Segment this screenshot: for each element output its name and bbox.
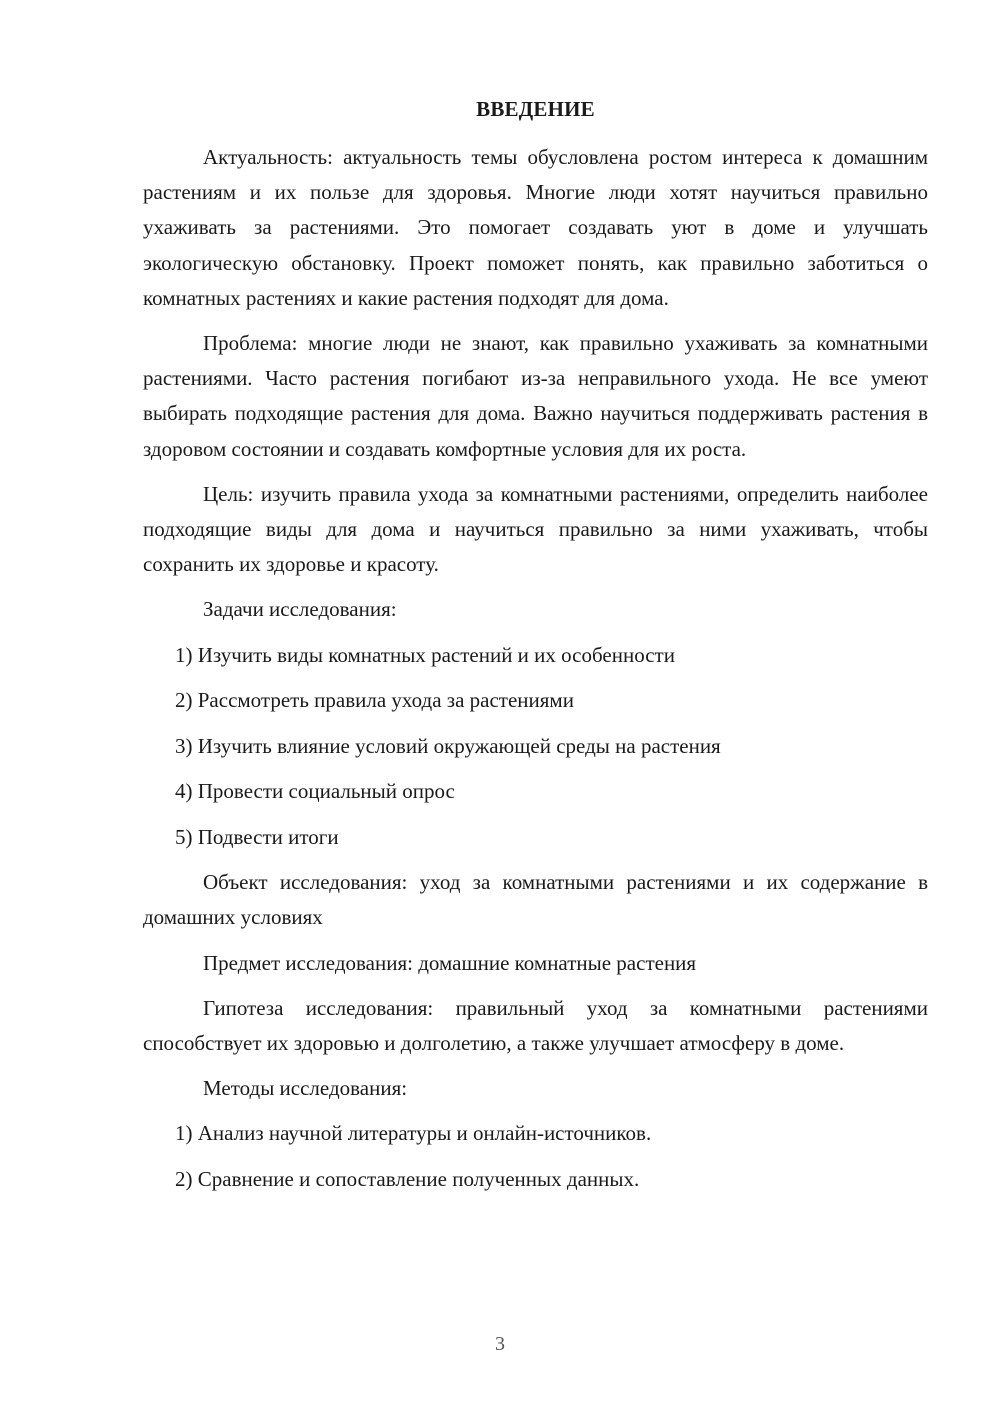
task-item: 5) Подвести итоги [175,824,339,849]
method-item: 2) Сравнение и сопоставление полученных данных. [175,1166,640,1191]
relevance-paragraph: Актуальность: актуальность темы обусловлена ростом интереса к домашним растениям и их пользе для здоровья. Многие люди хотят научиться правильно ухаживать за растениями. Это помогает создавать уют в доме и улучшать экологическую обстановку. Проект поможет понять, как правильно заботиться о комнатных растениях и какие растения подходят для дома. [143,145,928,310]
problem-paragraph: Проблема: многие люди не знают, как правильно ухаживать за комнатными растениями. Часто растения погибают из-за неправильного ухода. Не все умеют выбирать подходящие растения для дома. Важно научиться поддерживать растения в здоровом состоянии и создавать комфортные условия для их роста. [143,331,928,461]
object-paragraph: Объект исследования: уход за комнатными растениями и их содержание в домашних условиях [143,870,928,930]
methods-heading: Методы исследования: [203,1076,408,1101]
methods-list [143,1116,928,1197]
document-page [143,92,928,1207]
task-item: 2) Рассмотреть правила ухода за растениями [175,688,574,713]
goal-paragraph: Цель: изучить правила ухода за комнатными растениями, определить наиболее подходящие виды для дома и научиться правильно за ними ухаживать, чтобы сохранить их здоровье и красоту. [143,481,928,577]
task-item: 1) Изучить виды комнатных растений и их особенности [175,642,675,667]
subject-paragraph: Предмет исследования: домашние комнатные растения [203,950,697,975]
page-number: 3 [495,1333,505,1355]
task-item: 4) Провести социальный опрос [175,779,455,804]
task-item: 3) Изучить влияние условий окружающей среды на растения [175,733,721,758]
method-item: 1) Анализ научной литературы и онлайн-источников. [175,1121,652,1146]
tasks-list [143,638,928,855]
document-title: ВВЕДЕНИЕ [476,97,595,121]
hypothesis-paragraph: Гипотеза исследования: правильный уход за комнатными растениями способствует их здоровью и долголетию, а также улучшает атмосферу в доме. [143,995,928,1055]
tasks-heading: Задачи исследования: [203,597,397,622]
